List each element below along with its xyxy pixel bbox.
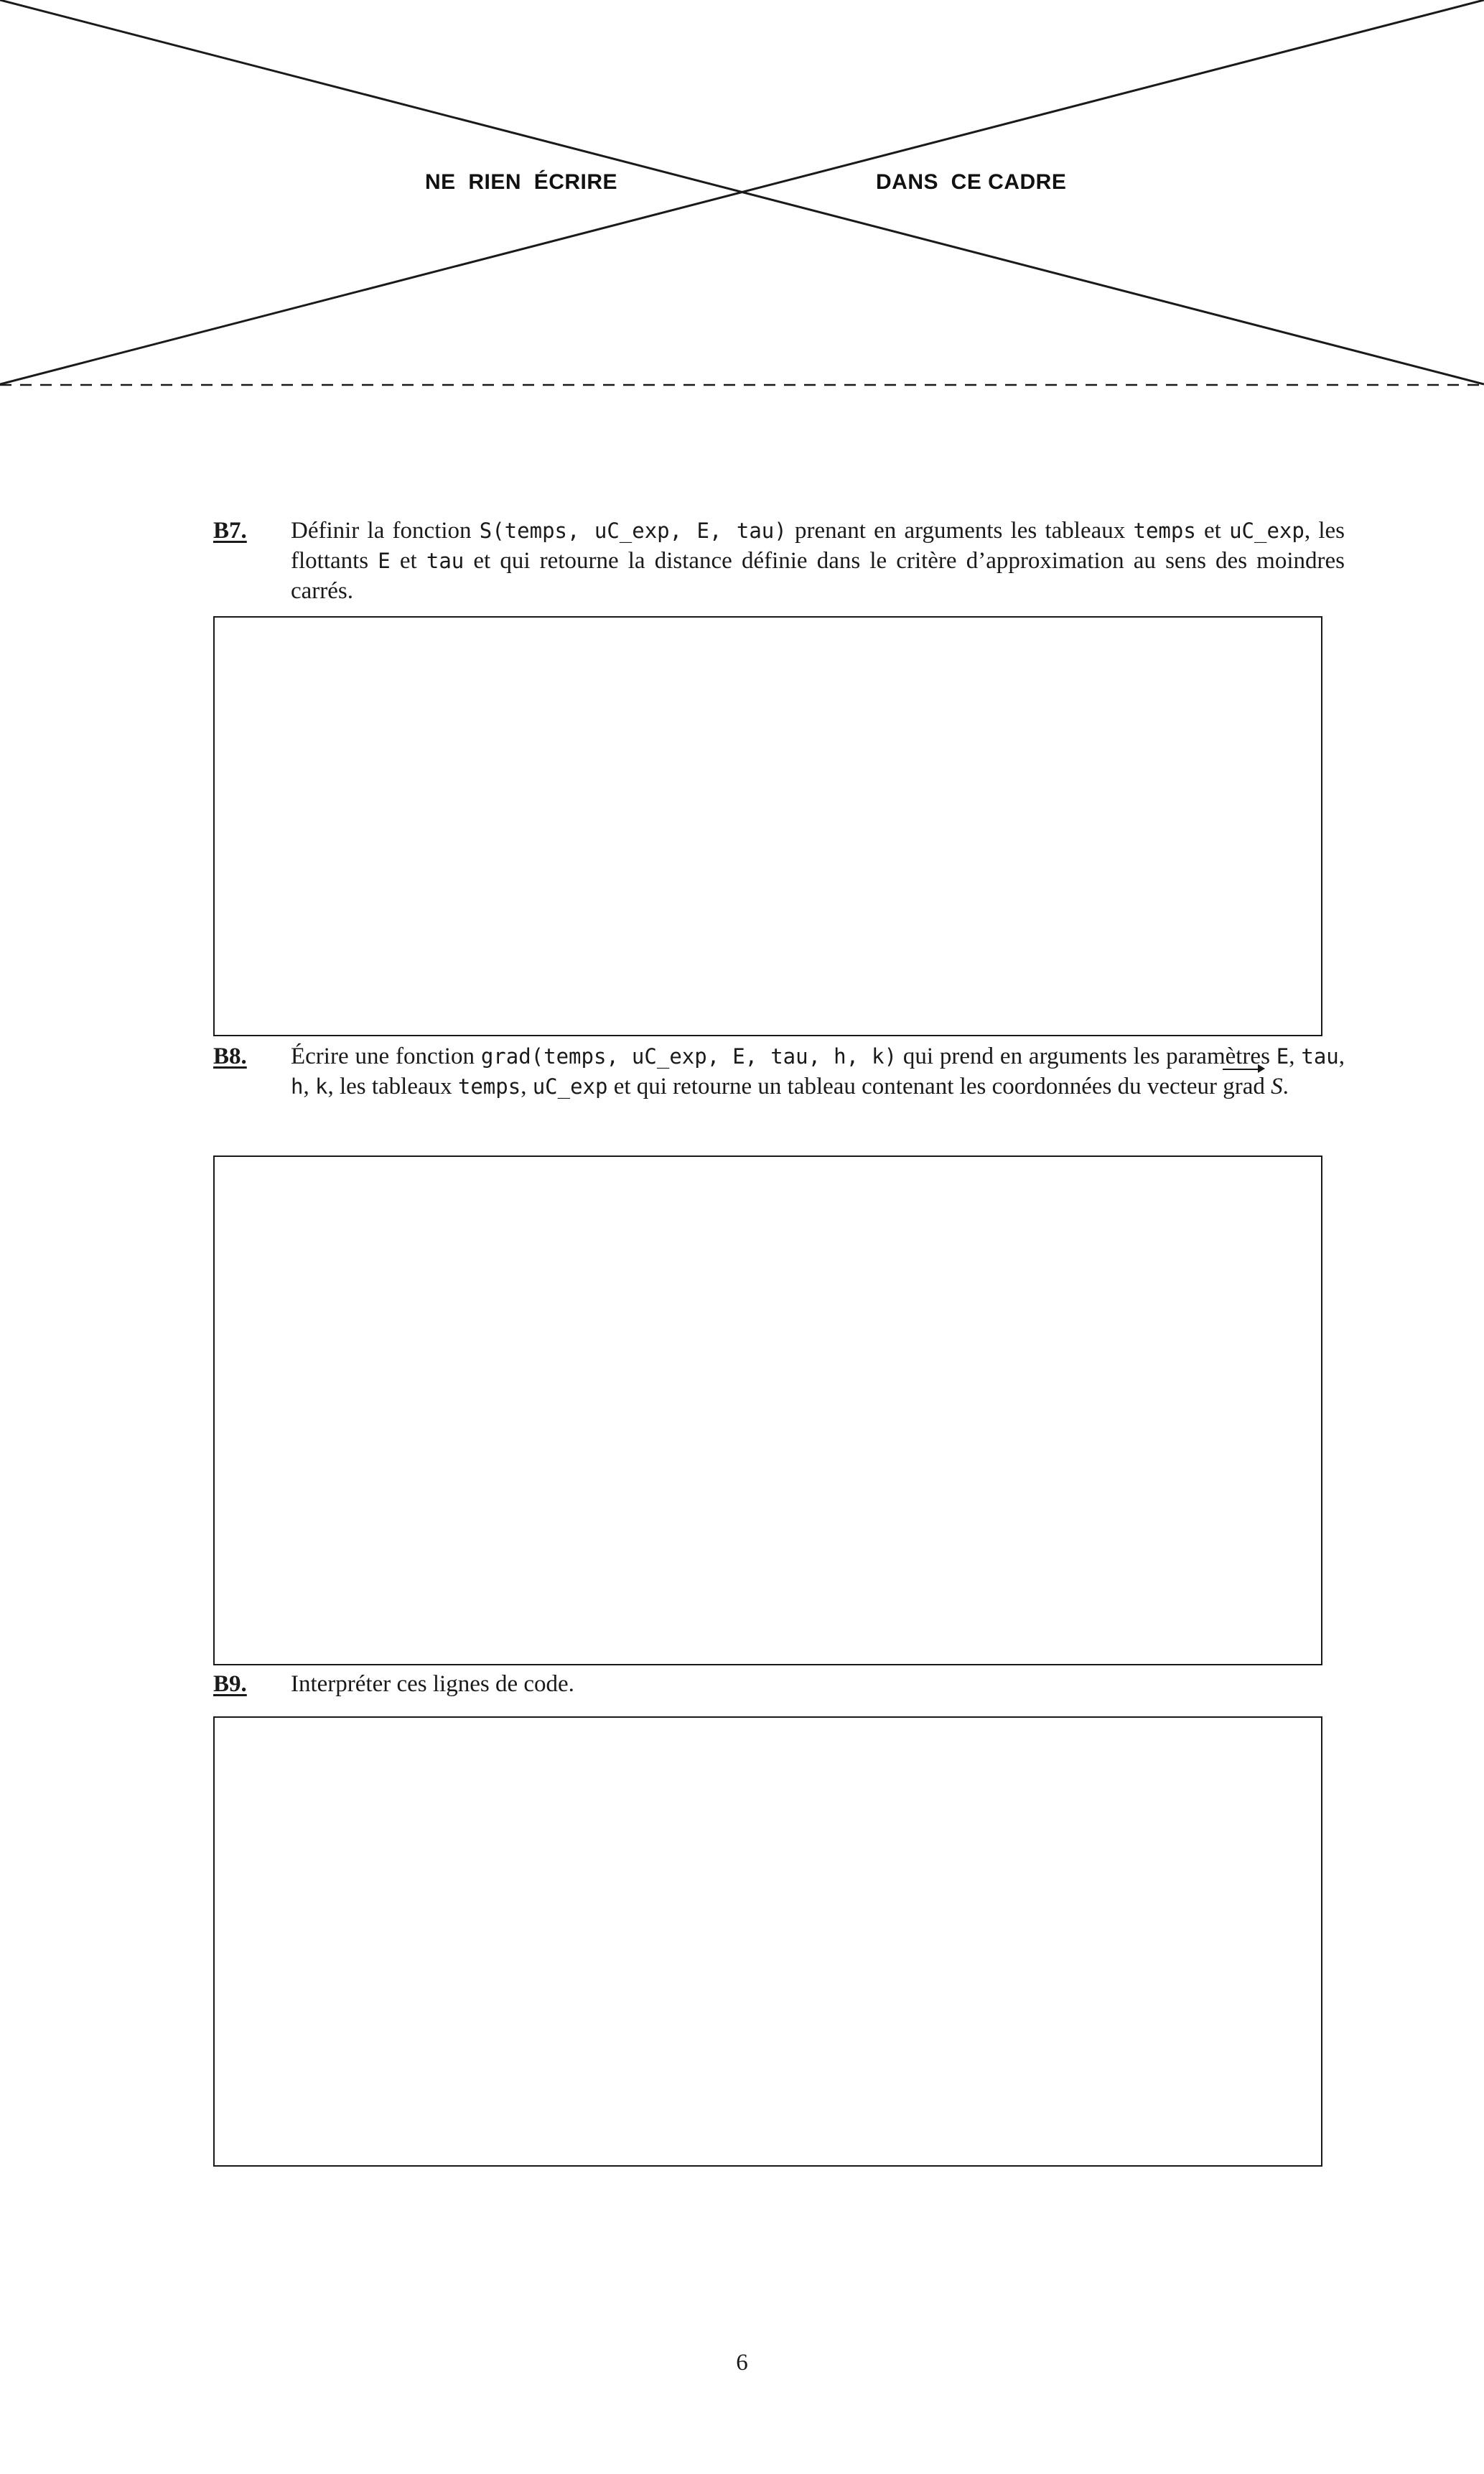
- answer-box-b9[interactable]: [213, 1716, 1322, 2167]
- frame-cross-lines: [0, 0, 1484, 391]
- question-number: B9.: [213, 1671, 247, 1697]
- gradient-vector-symbol: grad: [1223, 1071, 1265, 1102]
- page-number: 6: [736, 2350, 748, 2376]
- header-left-text: NE RIEN ÉCRIRE: [425, 170, 618, 194]
- header-right-text: DANS CE CADRE: [876, 170, 1067, 194]
- question-text: Écrire une fonction grad(temps, uC_exp, E, tau, h, k) qui prend en arguments les paramètres E, tau, h, k, les tableaux temps, uC_exp et qui retourne un tableau contenant les coordonnées du vecteur grad S.: [291, 1041, 1345, 1102]
- answer-box-b7[interactable]: [213, 616, 1322, 1036]
- answer-box-b8[interactable]: [213, 1155, 1322, 1665]
- question-number: B7.: [213, 518, 247, 544]
- question-text: Définir la fonction S(temps, uC_exp, E, tau) prenant en arguments les tableaux temps et uC_exp, les flottants E et tau et qui retourne la distance définie dans le critère d’approximation au sens des moindres carrés.: [291, 518, 1345, 604]
- question-text: Interpréter ces lignes de code.: [291, 1671, 574, 1697]
- no-write-frame: [0, 0, 1484, 391]
- question-number: B8.: [213, 1043, 247, 1069]
